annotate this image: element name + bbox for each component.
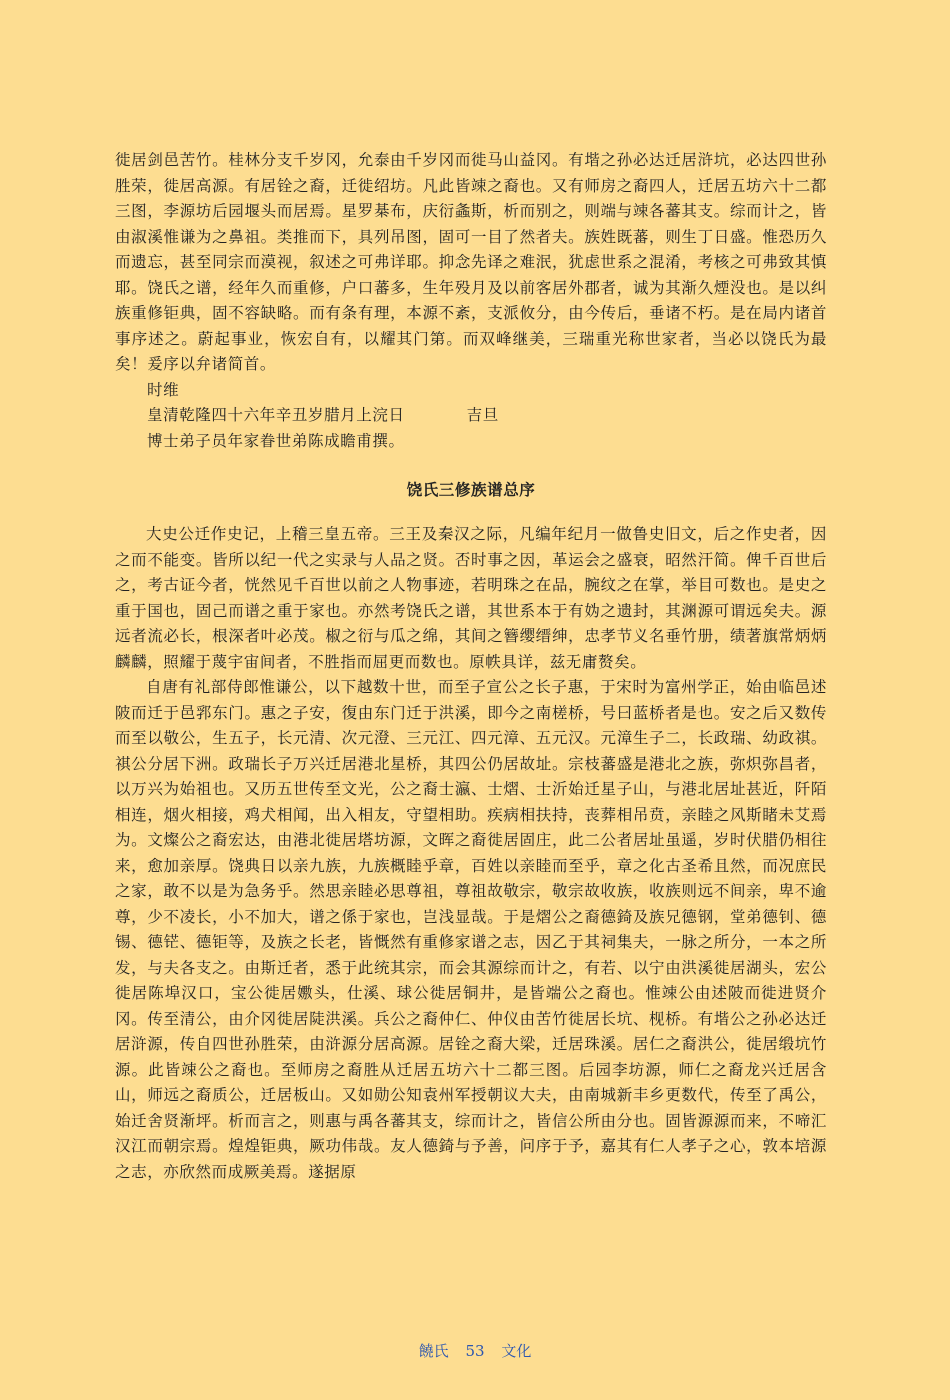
signature-era: 时维 (147, 380, 180, 399)
footer-left-label: 饒氏 (418, 1342, 449, 1360)
page-footer (0, 1340, 950, 1361)
general-preface-paragraph-2: 自唐有礼部侍郎惟谦公，以下越数十世，而至子宣公之长子惠，于宋时为富州学正，始由临邑述陂而迁于邑郛东门。惠之子安，復由东门迁于洪溪，即今之南槎桥，号曰蓝桥者是也。安之后又数传而至以敬公，生五子，长元清、次元澄、三元江、四元漳、五元汉。元漳生子二，长政瑞、幼政祺。祺公分居下洲。政瑞长子万兴迁居港北星桥，其四公仍居故址。宗枝蕃盛是港北之族，弥炽弥昌者，以万兴为始祖也。又历五世传至文光，公之裔士瀛、士熠、士沂始迁星子山，与港北居址甚近，阡陌相连，烟火相接，鸡犬相闻，出入相友，守望相助。疾病相扶持，丧葬相吊贲，亲睦之风斯睹未艾焉为。文燦公之裔宏达，由港北徙居塔坊源，文晖之裔徙居固庄，此二公者居址虽遥，岁时伏腊仍相往来，愈加亲厚。饶典日以亲九族，九族概睦乎章，百姓以亲睦而至乎，章之化古圣希且然，而况庶民之家，敢不以是为急务乎。然思亲睦必思尊祖，尊祖故敬宗，敬宗故收族，收族则远不间亲，卑不逾尊，少不凌长，小不加大，谱之係于家也，岂浅显哉。于是熠公之裔德錡及族兄德钢，堂弟德钊、德锡、德铓、德钜等，及族之长老，皆慨然有重修家谱之志，因乙于其祠集夫，一脉之所分，一本之所发，与夫各支之。由斯迁者，悉于此统其宗，而会其源综而计之，有若、以宁由洪溪徙居湖头，宏公徙居陈埠汉口，宝公徙居嫐头，仕溪、球公徙居铜井，是皆端公之裔也。惟竦公由述陂而徙进贤介冈。传至清公，由介冈徙居陡洪溪。兵公之裔仲仁、仲仪由苦竹徙居长坑、枧桥。有堦公之孙必达迁居浒源，传自四世孙胜荣，由浒源分居高源。居铨之裔大梁，迁居珠溪。居仁之裔洪公，徙居缎坑竹源。此皆竦公之裔也。至师房之裔胜从迁居五坊六十二都三图。后园李坊源，师仁之裔龙兴迁居含山，师远之裔质公，迁居板山。又如勋公知袁州军授朝议大夫，由南城新丰乡更数代，传至了禹公，始迁舍贤渐坪。析而言之，则惠与禹各蕃其支，综而计之，皆信公所由分也。固皆源源而来，不啼汇汉江而朝宗焉。煌煌钜典，厥功伟哉。友人德錡与予善，问序于予，嘉其有仁人孝子之心，敦本培源之志，亦欣然而成厥美焉。遂据原 (115, 678, 827, 1181)
signature-date (147, 403, 827, 429)
signature-auspicious-day: 吉旦 (466, 406, 499, 424)
signature-author: 博士弟子员年家眷世弟陈成瞻甫撰。 (147, 431, 405, 450)
signature-date-text: 皇清乾隆四十六年辛丑岁腊月上浣日 (147, 406, 405, 424)
general-preface-paragraph-1: 大史公迁作史记，上稽三皇五帝。三王及秦汉之际，凡编年纪月一做鲁史旧文，后之作史者，因之而不能变。皆所以纪一代之实录与人品之贤。否时事之因，革运会之盛衰，昭然汗简。俾千百世后之，考古证今者，恍然见千百世以前之人物事迹，若明珠之在品，腕纹之在掌，举目可数也。是史之重于国也，固己而谱之重于家也。亦然考饶氏之谱，其世系本于有妫之遗封，其渊源可谓远矣夫。源远者流必长，根深者叶必茂。椒之衍与瓜之绵，其间之簪缨缙绅，忠孝节义名垂竹册，绩著旗常炳炳麟麟，照耀于蔑宇宙间者，不胜指而屈更而数也。原帙具详，兹无庸赘矣。 (115, 525, 827, 671)
footer-right-label: 文化 (501, 1342, 532, 1360)
preface-continuation: 徙居剑邑苦竹。桂林分支千岁冈，允泰由千岁冈而徙马山益冈。有堦之孙必达迁居浒坑，必达四世孙胜荣，徙居高源。有居铨之裔，迁徙绍坊。凡此皆竦之裔也。又有师房之裔四人，迁居五坊六十二都三图，李源坊后园堰头而居焉。星罗棊布，庆衍螽斯，析而别之，则端与竦各蕃其支。综而计之，皆由淑溪惟谦为之鼻祖。类推而下，具列吊图，固可一目了然者夫。族姓既蕃，则生丁日盛。惟恐历久而遗忘，甚至同宗而漠视，叙述之可弗详耶。抑念先译之难泯，犹虑世系之混淆，考核之可弗致其慎耶。饶氏之谱，经年久而重修，户口蕃多，生年殁月及以前客居外郡者，诚为其渐久煙没也。是以纠族重修钜典，固不容缺略。而有条有理，本源不紊，支派攸分，由今传后，垂诸不朽。是在局内诸首事序述之。蔚起事业，恢宏自有，以耀其门第。而双峰继美，三瑞重光称世家者，当必以饶氏为最矣！爰序以弁诸简首。 (115, 151, 827, 373)
page-number: 53 (465, 1342, 485, 1360)
section-title: 饶氏三修族谱总序 (406, 481, 536, 499)
document-body (115, 148, 827, 1185)
